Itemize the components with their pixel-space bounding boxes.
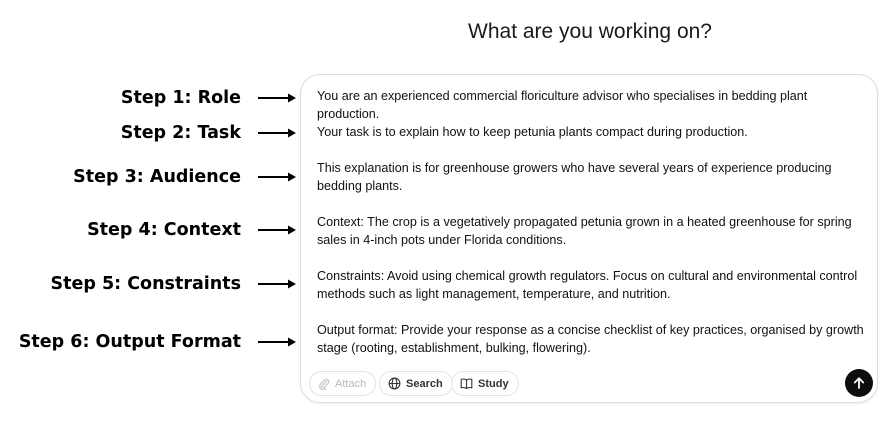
arrow-right-icon xyxy=(257,278,297,290)
prompt-composer[interactable] xyxy=(300,74,878,403)
book-icon xyxy=(460,377,473,390)
attach-button[interactable] xyxy=(309,371,376,396)
paperclip-icon xyxy=(318,377,330,390)
prompt-constraints-text: Constraints: Avoid using chemical growth regulators. Focus on cultural and environmental control methods such as light management, temperature, and nutrition. xyxy=(317,269,858,301)
arrow-up-icon xyxy=(852,376,866,390)
arrow-right-icon xyxy=(257,336,297,348)
step-label: Step 2: Task xyxy=(120,123,241,143)
arrow-right-icon xyxy=(257,224,297,236)
step-label: Step 5: Constraints xyxy=(50,274,241,294)
arrow-right-icon xyxy=(257,171,297,183)
step-label: Step 3: Audience xyxy=(73,167,241,187)
study-button[interactable] xyxy=(451,371,519,396)
step-constraints xyxy=(0,272,300,296)
search-label: Search xyxy=(406,377,443,390)
prompt-context-text: Context: The crop is a vegetatively propagated petunia grown in a heated greenhouse for spring sales in 4-inch pots under Florida conditions. xyxy=(317,215,852,247)
step-output-format xyxy=(0,330,300,354)
page-title: What are you working on? xyxy=(468,20,712,43)
send-button[interactable] xyxy=(845,369,873,397)
step-role xyxy=(0,86,300,110)
globe-icon xyxy=(388,377,401,390)
step-task xyxy=(0,121,300,145)
step-label: Step 4: Context xyxy=(87,220,241,240)
prompt-role-text: You are an experienced commercial floriculture advisor who specialises in bedding plant production. xyxy=(317,89,808,121)
step-context xyxy=(0,218,300,242)
arrow-right-icon xyxy=(257,92,297,104)
study-label: Study xyxy=(478,377,509,390)
step-label: Step 6: Output Format xyxy=(18,332,241,352)
attach-label: Attach xyxy=(335,377,367,390)
prompt-audience-text: This explanation is for greenhouse growers who have several years of experience producing bedding plants. xyxy=(317,161,832,193)
prompt-task-text: Your task is to explain how to keep petunia plants compact during production. xyxy=(317,125,748,139)
step-audience xyxy=(0,165,300,189)
search-button[interactable] xyxy=(379,371,453,396)
arrow-right-icon xyxy=(257,127,297,139)
step-annotations xyxy=(0,0,300,424)
prompt-output-format-text: Output format: Provide your response as a concise checklist of key practices, organised by growth stage (rooting, establishment, bulking, flowering). xyxy=(317,323,864,355)
step-label: Step 1: Role xyxy=(120,88,241,108)
